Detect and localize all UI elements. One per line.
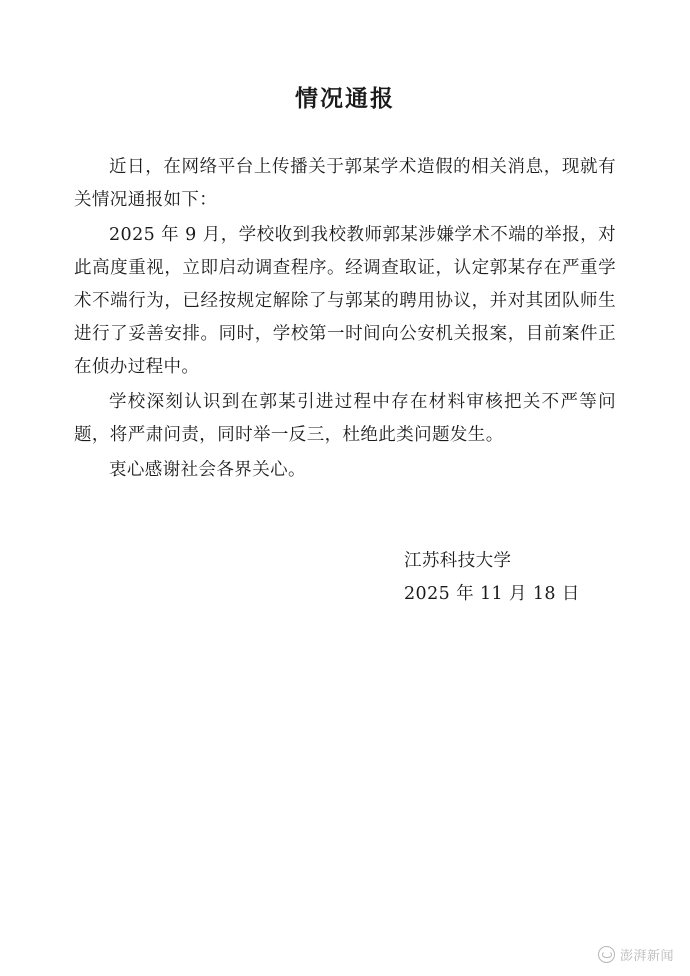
watermark-label: 澎湃新闻 (619, 949, 674, 964)
signature-date: 2025 年 11 月 18 日 (404, 584, 580, 604)
signature-block (74, 545, 616, 611)
watermark (598, 945, 674, 964)
signature-organization: 江苏科技大学 (404, 551, 512, 571)
paragraph: 近日，在网络平台上传播关于郭某学术造假的相关消息，现就有关情况通报如下： (74, 157, 616, 210)
pengpai-logo-icon (598, 946, 615, 963)
page-title: 情况通报 (295, 86, 395, 112)
paragraph: 衷心感谢社会各界关心。 (109, 460, 306, 480)
paragraph: 2025 年 9 月，学校收到我校教师郭某涉嫌学术不端的举报，对此高度重视，立即启动调查程序。经调查取证，认定郭某存在严重学术不端行为，已经按规定解除了与郭某的聘用协议，并对其团队师生进行了妥善安排。同时，学校第一时间向公安机关报案，目前案件正在侦办过程中。 (74, 225, 616, 377)
document-body (74, 151, 616, 487)
paragraph: 学校深刻认识到在郭某引进过程中存在材料审核把关不严等问题，将严肃问责，同时举一反三，杜绝此类问题发生。 (74, 392, 616, 445)
